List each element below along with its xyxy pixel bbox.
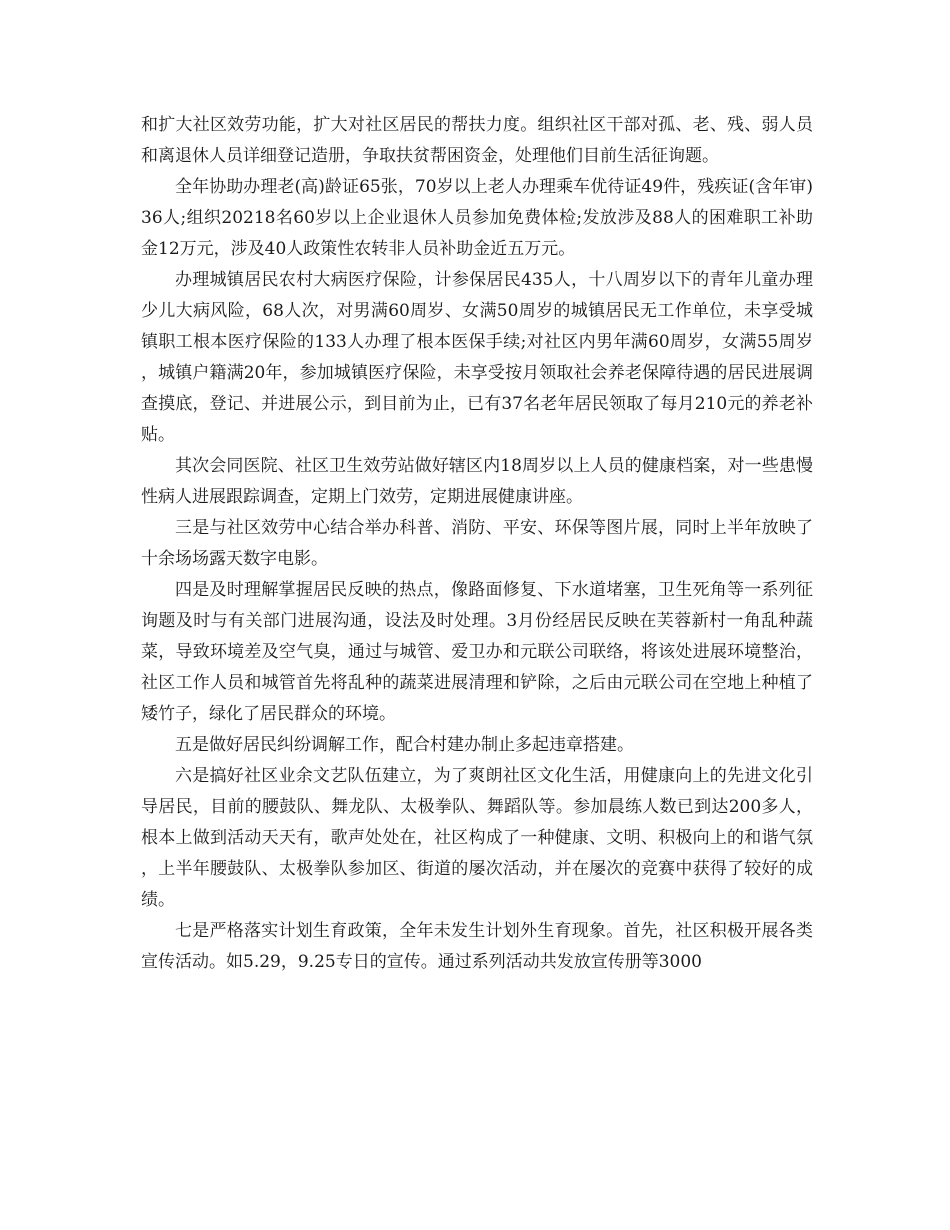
paragraph-1: 和扩大社区效劳功能，扩大对社区居民的帮扶力度。组织社区干部对孤、老、残、弱人员和离退休人员详细登记造册，争取扶贫帮困资金，处理他们目前生活征询题。 <box>141 115 813 166</box>
paragraph-6: 四是及时理解掌握居民反映的热点，像路面修复、下水道堵塞，卫生死角等一系列征询题及时与有关部门进展沟通，设法及时处理。3月份经居民反映在芙蓉新村一角乱种蔬菜，导致环境差及空气臭，通过与城管、爱卫办和元联公司联络，将该处进展环境整治，社区工作人员和城管首先将乱种的蔬菜进展清理和铲除，之后由元联公司在空地上种植了矮竹子，绿化了居民群众的环境。 <box>141 580 813 724</box>
paragraph-8: 六是搞好社区业余文艺队伍建立，为了爽朗社区文化生活，用健康向上的先进文化引导居民，目前的腰鼓队、舞龙队、太极拳队、舞蹈队等。参加晨练人数已到达200多人，根本上做到活动天天有，歌声处处在，社区构成了一种健康、文明、积极向上的和谐气氛，上半年腰鼓队、太极拳队参加区、街道的屡次活动，并在屡次的竞赛中获得了较好的成绩。 <box>141 766 813 910</box>
paragraph-5: 三是与社区效劳中心结合举办科普、消防、平安、环保等图片展，同时上半年放映了十余场场露天数字电影。 <box>141 518 813 569</box>
paragraph-2: 全年协助办理老(高)龄证65张，70岁以上老人办理乘车优待证49件，残疾证(含年审)36人;组织20218名60岁以上企业退休人员参加免费体检;发放涉及88人的困难职工补助金12万元，涉及40人政策性农转非人员补助金近五万元。 <box>141 177 813 259</box>
paragraph-3: 办理城镇居民农村大病医疗保险，计参保居民435人，十八周岁以下的青年儿童办理少儿大病风险，68人次，对男满60周岁、女满50周岁的城镇居民无工作单位，未享受城镇职工根本医疗保险的133人办理了根本医保手续;对社区内男年满60周岁，女满55周岁，城镇户籍满20年，参加城镇医疗保险，未享受按月领取社会养老保障待遇的居民进展调查摸底，登记、并进展公示，到目前为止，已有37名老年居民领取了每月210元的养老补贴。 <box>141 270 813 445</box>
paragraph-9: 七是严格落实计划生育政策，全年未发生计划外生育现象。首先，社区积极开展各类宣传活动。如5.29，9.25专日的宣传。通过系列活动共发放宣传册等3000 <box>141 921 813 972</box>
document-body <box>141 110 813 978</box>
paragraph-7: 五是做好居民纠纷调解工作，配合村建办制止多起违章搭建。 <box>175 735 634 755</box>
paragraph-4: 其次会同医院、社区卫生效劳站做好辖区内18周岁以上人员的健康档案，对一些患慢性病人进展跟踪调查，定期上门效劳，定期进展健康讲座。 <box>141 456 813 507</box>
